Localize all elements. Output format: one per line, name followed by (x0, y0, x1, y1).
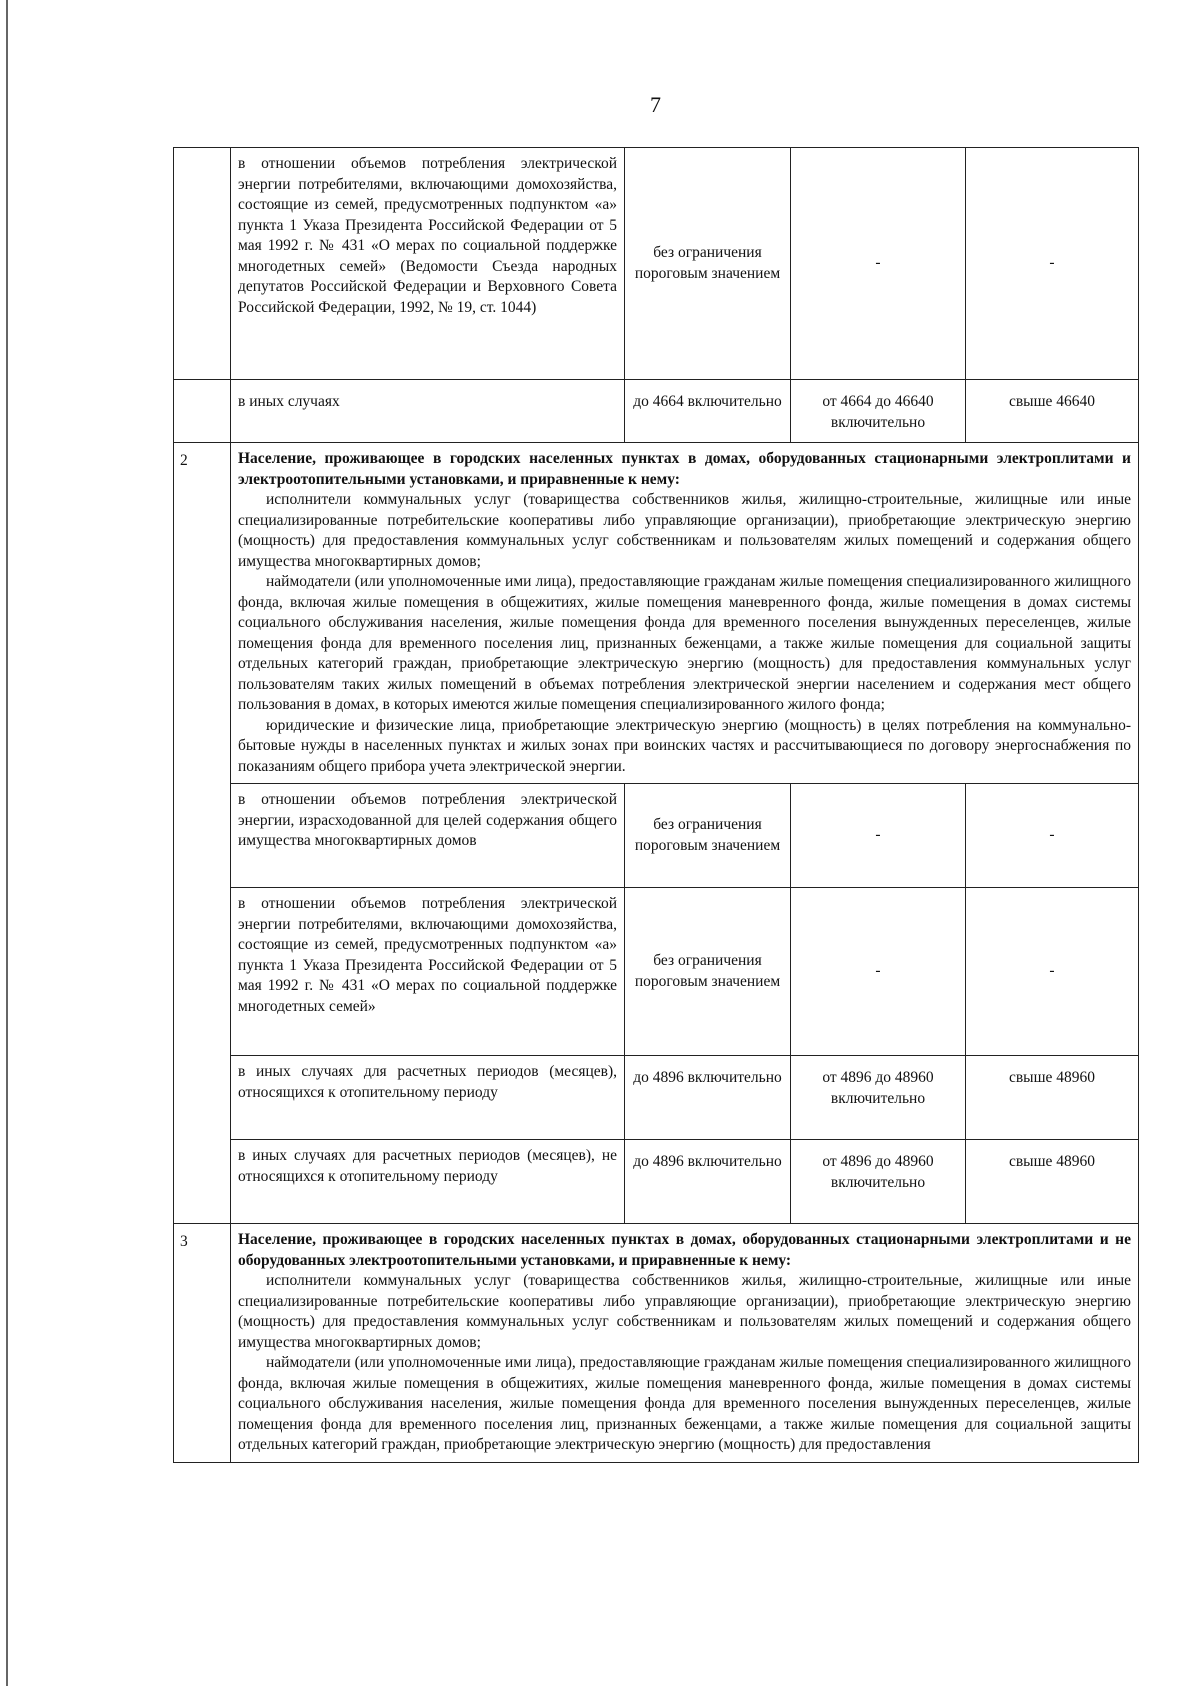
table-row (174, 784, 1139, 888)
threshold-cell-1: без ограничения пороговым значением (625, 148, 791, 380)
threshold-cell-2: от 4664 до 46640 включительно (791, 380, 966, 443)
section-paragraph: исполнители коммунальных услуг (товарищества собственников жилья, жилищно-строительные, жилищные или иные специализированные потребительские кооперативы либо управляющие организации), приобретающие электрическую энергию (мощность) для предоставления коммунальных услуг собственникам и пользователям жилых помещений и содержания общего имущества многоквартирных домов; (238, 491, 1131, 570)
row-number-cell (174, 380, 231, 443)
section-paragraph: наймодатели (или уполномоченные ими лица), предоставляющие гражданам жилые помещения специализированного жилищного фонда, включая жилые помещения в общежитиях, жилые помещения маневренного фонда, жилые помещения в домах системы социального обслуживания населения, жилые помещения фонда для временного поселения вынужденных переселенцев, жилые помещения фонда для временного поселения лиц, признанных беженцами, а также жилые помещения для социальной защиты отдельных категорий граждан, приобретающие электрическую энергию (мощность) для предоставления (238, 1354, 1131, 1453)
page-number: 7 (650, 92, 661, 117)
threshold-cell-3: свыше 48960 (966, 1140, 1139, 1224)
threshold-cell-1: до 4896 включительно (625, 1140, 791, 1224)
row-description: в иных случаях для расчетных периодов (месяцев), не относящихся к отопительному периоду (231, 1140, 625, 1224)
threshold-cell-1: до 4664 включительно (625, 380, 791, 443)
table-row (174, 148, 1139, 380)
table-row (174, 1056, 1139, 1140)
section-paragraph: наймодатели (или уполномоченные ими лица), предоставляющие гражданам жилые помещения специализированного жилищного фонда, включая жилые помещения в общежитиях, жилые помещения маневренного фонда, жилые помещения в домах системы социального обслуживания населения, жилые помещения фонда для временного поселения вынужденных переселенцев, жилые помещения фонда для временного поселения лиц, признанных беженцами, а также жилые помещения для социальной защиты отдельных категорий граждан, приобретающие электрическую энергию (мощность) для предоставления коммунальных услуг пользователям таких жилых помещений в объемах потребления электрической энергии населением и содержания мест общего пользования в домах, в которых имеются жилые помещения специализированного жилого фонда; (238, 573, 1131, 713)
section-heading: Население, проживающее в городских населенных пунктах в домах, оборудованных стационарными электроплитами и электроотопительными установками, и приравненные к нему: (238, 450, 1131, 488)
section-heading: Население, проживающее в городских населенных пунктах в домах, оборудованных стационарными электроплитами и не оборудованных электроотопительными установками, и приравненные к нему: (238, 1231, 1131, 1269)
section-description (231, 443, 1139, 784)
row-description: в иных случаях (231, 380, 625, 443)
threshold-cell-3: - (966, 148, 1139, 380)
section-number: 2 (174, 443, 231, 1224)
row-description: в отношении объемов потребления электрической энергии потребителями, включающими домохозяйства, состоящие из семей, предусмотренных подпунктом «а» пункта 1 Указа Президента Российской Федерации от 5 мая 1992 г. № 431 «О мерах по социальной поддержке многодетных семей» (Ведомости Съезда народных депутатов Российской Федерации и Верховного Совета Российской Федерации, 1992, № 19, ст. 1044) (231, 148, 625, 380)
row-description: в отношении объемов потребления электрической энергии, израсходованной для целей содержания общего имущества многоквартирных домов (231, 784, 625, 888)
section-number: 3 (174, 1224, 231, 1463)
threshold-cell-3: - (966, 888, 1139, 1056)
row-description: в иных случаях для расчетных периодов (месяцев), относящихся к отопительному периоду (231, 1056, 625, 1140)
threshold-cell-1: до 4896 включительно (625, 1056, 791, 1140)
row-number-cell (174, 148, 231, 380)
table-row (174, 380, 1139, 443)
row-description: в отношении объемов потребления электрической энергии потребителями, включающими домохозяйства, состоящие из семей, предусмотренных подпунктом «а» пункта 1 Указа Президента Российской Федерации от 5 мая 1992 г. № 431 «О мерах по социальной поддержке многодетных семей» (231, 888, 625, 1056)
threshold-cell-3: свыше 46640 (966, 380, 1139, 443)
section-paragraph: исполнители коммунальных услуг (товарищества собственников жилья, жилищно-строительные, жилищные или иные специализированные потребительские кооперативы либо управляющие организации), приобретающие электрическую энергию (мощность) для предоставления коммунальных услуг собственникам и пользователям жилых помещений и содержания общего имущества многоквартирных домов; (238, 1272, 1131, 1351)
tariff-table (173, 147, 1139, 1463)
threshold-cell-3: свыше 48960 (966, 1056, 1139, 1140)
section-header-row (174, 443, 1139, 784)
threshold-cell-3: - (966, 784, 1139, 888)
threshold-cell-2: от 4896 до 48960 включительно (791, 1140, 966, 1224)
table-row (174, 888, 1139, 1056)
section-description (231, 1224, 1139, 1463)
table-row (174, 1140, 1139, 1224)
threshold-cell-1: без ограничения пороговым значением (625, 784, 791, 888)
threshold-cell-2: от 4896 до 48960 включительно (791, 1056, 966, 1140)
threshold-cell-1: без ограничения пороговым значением (625, 888, 791, 1056)
threshold-cell-2: - (791, 784, 966, 888)
section-header-row (174, 1224, 1139, 1463)
scan-edge-line (6, 0, 8, 1686)
threshold-cell-2: - (791, 888, 966, 1056)
section-paragraph: юридические и физические лица, приобретающие электрическую энергию (мощность) в целях потребления на коммунально-бытовые нужды в населенных пунктах и жилых зонах при воинских частях и рассчитывающиеся по договору энергоснабжения по показаниям общего прибора учета электрической энергии. (238, 716, 1131, 775)
threshold-cell-2: - (791, 148, 966, 380)
